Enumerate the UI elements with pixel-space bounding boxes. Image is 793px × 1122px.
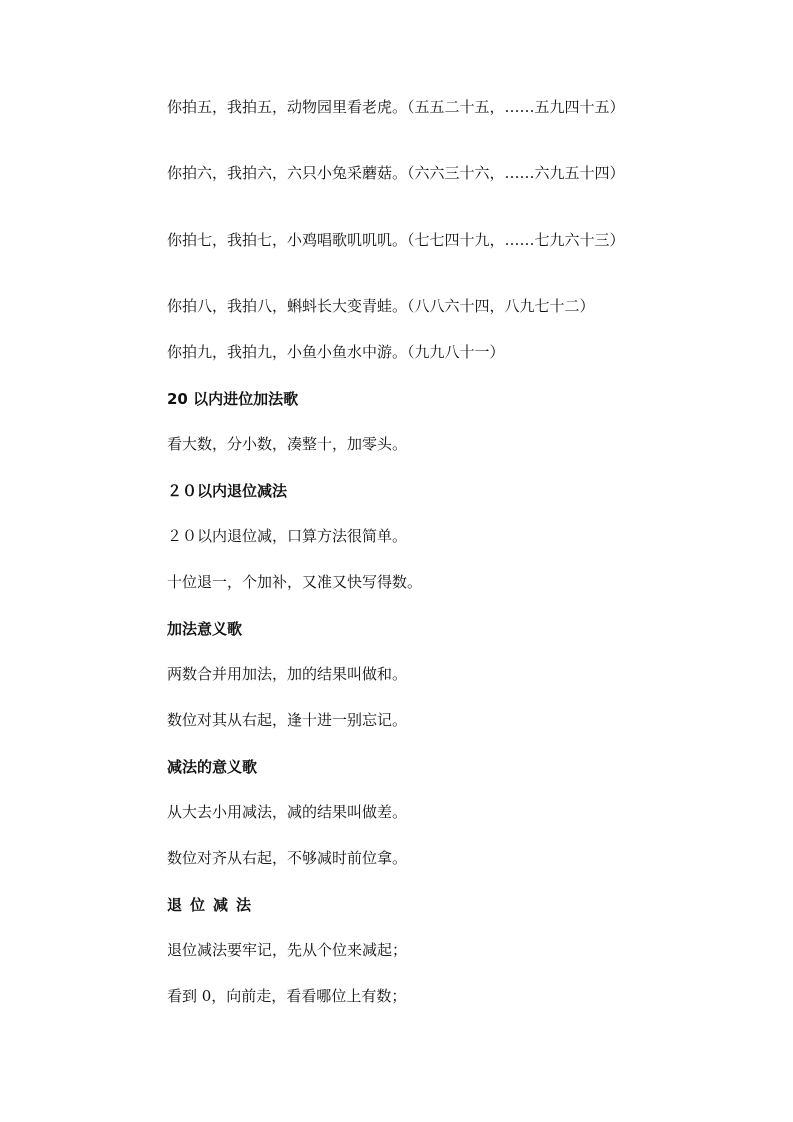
section-heading: 20 以内进位加法歌 <box>167 390 299 408</box>
paragraph: ２０以内退位减，口算方法很简单。 <box>167 527 408 545</box>
paragraph: 两数合并用加法，加的结果叫做和。 <box>167 665 408 683</box>
paragraph: 数位对其从右起，逢十进一别忘记。 <box>167 711 408 729</box>
section-heading: 加法意义歌 <box>167 620 243 638</box>
paragraph: 你拍八，我拍八，蝌蚪长大变青蛙。（八八六十四，八九七十二） <box>167 297 595 315</box>
paragraph: 数位对齐从右起，不够减时前位拿。 <box>167 849 408 867</box>
section-heading: 退位减法 <box>167 896 260 914</box>
paragraph: 你拍六，我拍六，六只小兔采蘑菇。（六六三十六，……六九五十四） <box>167 164 625 182</box>
paragraph: 你拍九，我拍九，小鱼小鱼水中游。（九九八十一） <box>167 343 505 361</box>
paragraph: 十位退一，个加补，又准又快写得数。 <box>167 573 423 591</box>
paragraph: 你拍七，我拍七，小鸡唱歌叽叽叽。（七七四十九，……七九六十三） <box>167 231 625 249</box>
paragraph: 退位减法要牢记，先从个位来减起； <box>167 941 408 959</box>
paragraph: 从大去小用减法，减的结果叫做差。 <box>167 803 408 821</box>
section-heading: 减法的意义歌 <box>167 758 258 776</box>
paragraph: 你拍五，我拍五，动物园里看老虎。（五五二十五，……五九四十五） <box>167 98 625 116</box>
paragraph: 看大数，分小数，凑整十，加零头。 <box>167 435 408 453</box>
section-heading: ２０以内退位减法 <box>167 482 288 500</box>
paragraph: 看到 0，向前走，看看哪位上有数； <box>167 987 407 1005</box>
